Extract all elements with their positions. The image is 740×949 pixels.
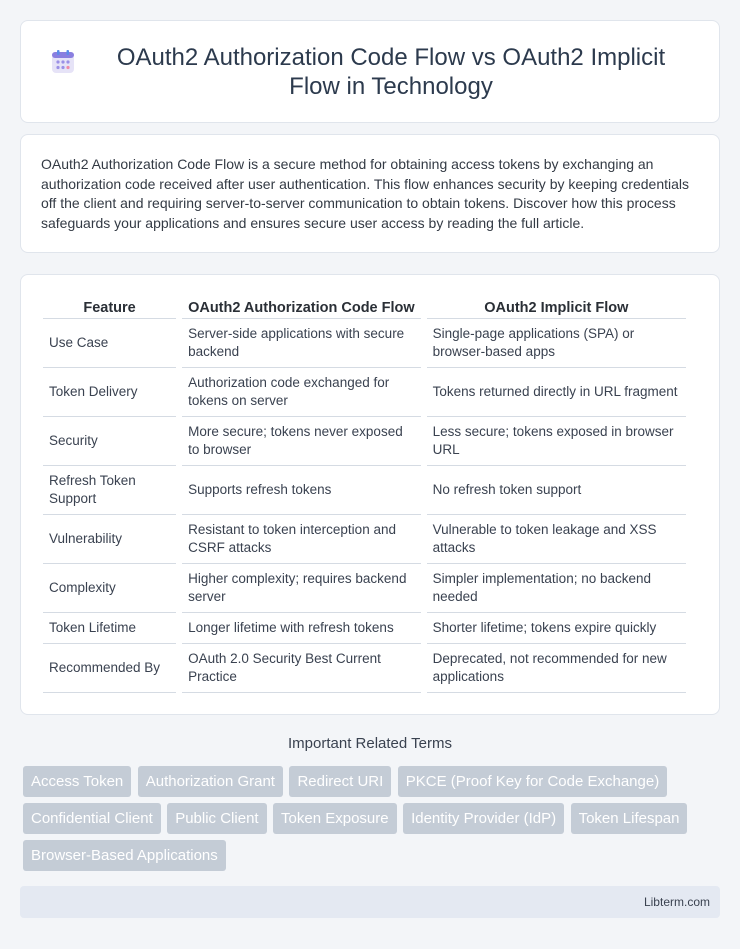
footer — [20, 886, 720, 918]
calendar-icon — [50, 49, 76, 75]
related-term-tag[interactable]: Identity Provider (IdP) — [403, 803, 564, 834]
auth-code-cell: Longer lifetime with refresh tokens — [182, 613, 421, 644]
auth-code-cell: Higher complexity; requires backend server — [182, 564, 421, 613]
comparison-card — [20, 274, 720, 715]
title-card — [20, 20, 720, 123]
table-row — [43, 417, 686, 466]
intro-card — [20, 134, 720, 253]
table-row — [43, 564, 686, 613]
related-term-tag[interactable]: PKCE (Proof Key for Code Exchange) — [398, 766, 667, 797]
feature-cell: Security — [43, 417, 176, 466]
related-term-tag[interactable]: Public Client — [167, 803, 266, 834]
auth-code-cell: Resistant to token interception and CSRF attacks — [182, 515, 421, 564]
related-term-tag[interactable]: Browser-Based Applications — [23, 840, 226, 871]
feature-cell: Token Lifetime — [43, 613, 176, 644]
feature-cell: Use Case — [43, 319, 176, 368]
feature-cell: Complexity — [43, 564, 176, 613]
related-term-tag[interactable]: Authorization Grant — [138, 766, 283, 797]
implicit-cell: Less secure; tokens exposed in browser URL — [427, 417, 686, 466]
implicit-cell: Simpler implementation; no backend needed — [427, 564, 686, 613]
related-term-tag[interactable]: Redirect URI — [289, 766, 391, 797]
header-implicit-flow: OAuth2 Implicit Flow — [427, 295, 686, 319]
feature-cell: Recommended By — [43, 644, 176, 693]
table-row — [43, 319, 686, 368]
table-row — [43, 368, 686, 417]
auth-code-cell: OAuth 2.0 Security Best Current Practice — [182, 644, 421, 693]
table-row — [43, 613, 686, 644]
auth-code-cell: Server-side applications with secure backend — [182, 319, 421, 368]
feature-cell: Refresh Token Support — [43, 466, 176, 515]
table-row — [43, 644, 686, 693]
feature-cell: Token Delivery — [43, 368, 176, 417]
header-auth-code-flow: OAuth2 Authorization Code Flow — [182, 295, 421, 319]
implicit-cell: No refresh token support — [427, 466, 686, 515]
auth-code-cell: Authorization code exchanged for tokens on server — [182, 368, 421, 417]
related-terms-list — [23, 766, 713, 877]
page-title: OAuth2 Authorization Code Flow vs OAuth2 Implicit Flow in Technology — [116, 43, 666, 100]
related-term-tag[interactable]: Access Token — [23, 766, 131, 797]
implicit-cell: Shorter lifetime; tokens expire quickly — [427, 613, 686, 644]
related-term-tag[interactable]: Token Lifespan — [571, 803, 688, 834]
table-header-row — [43, 295, 686, 319]
intro-paragraph: OAuth2 Authorization Code Flow is a secure method for obtaining access tokens by exchanging an authorization code received after user authentication. This flow enhances security by keeping credentials off the client and requiring server-to-server communication to obtain tokens. Discover how this process safeguards your applications and ensures secure user access by reading the full article. — [41, 156, 690, 231]
implicit-cell: Tokens returned directly in URL fragment — [427, 368, 686, 417]
feature-cell: Vulnerability — [43, 515, 176, 564]
auth-code-cell: Supports refresh tokens — [182, 466, 421, 515]
title-wrap — [50, 43, 690, 101]
implicit-cell: Vulnerable to token leakage and XSS attacks — [427, 515, 686, 564]
footer-site-link[interactable]: Libterm.com — [643, 895, 710, 909]
auth-code-cell: More secure; tokens never exposed to browser — [182, 417, 421, 466]
related-term-tag[interactable]: Confidential Client — [23, 803, 161, 834]
related-terms-heading: Important Related Terms — [288, 735, 452, 752]
table-row — [43, 466, 686, 515]
implicit-cell: Single-page applications (SPA) or browser-based apps — [427, 319, 686, 368]
related-term-tag[interactable]: Token Exposure — [273, 803, 397, 834]
header-feature: Feature — [43, 295, 176, 319]
implicit-cell: Deprecated, not recommended for new applications — [427, 644, 686, 693]
comparison-table — [37, 295, 692, 693]
table-row — [43, 515, 686, 564]
